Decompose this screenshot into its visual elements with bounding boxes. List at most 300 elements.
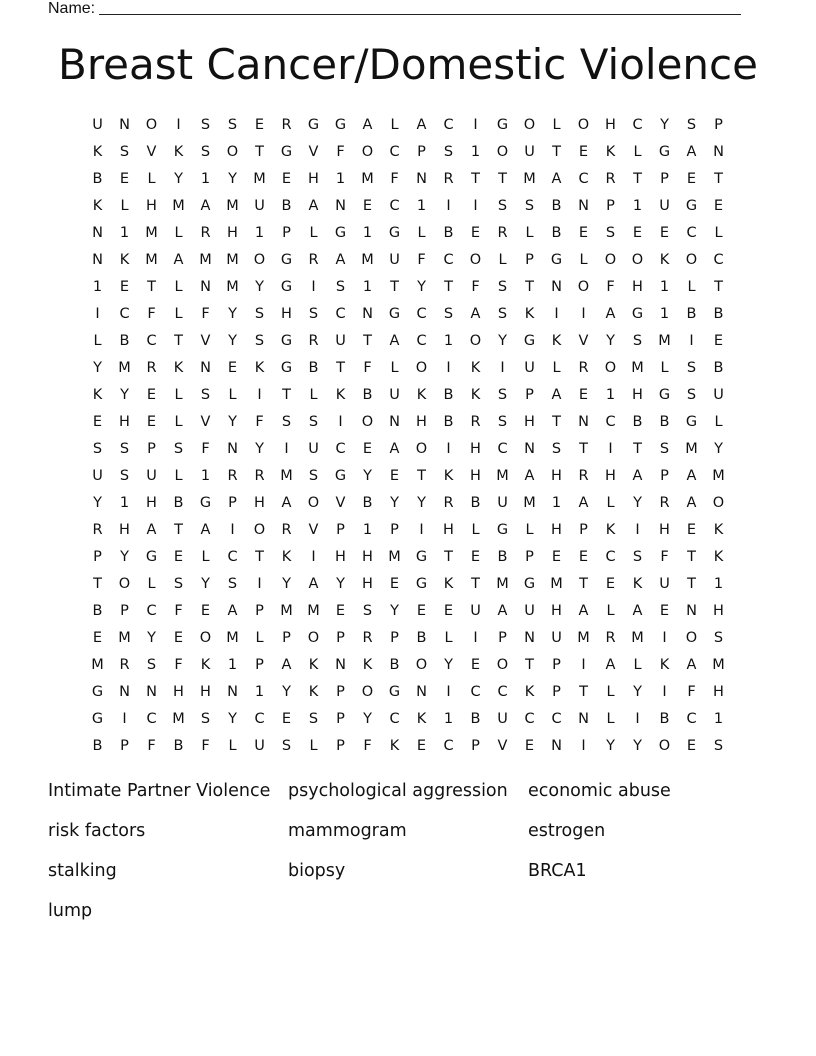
- grid-letter: B: [713, 360, 724, 376]
- grid-letter: E: [335, 603, 346, 619]
- grid-letter: S: [686, 117, 697, 133]
- grid-letter: 1: [200, 171, 211, 187]
- grid-letter: F: [417, 252, 426, 268]
- grid-letter: N: [227, 441, 238, 457]
- grid-letter: H: [470, 468, 481, 484]
- grid-letter: O: [658, 738, 671, 754]
- grid-letter: S: [659, 441, 670, 457]
- grid-letter: C: [389, 144, 400, 160]
- grid-letter: L: [93, 333, 102, 349]
- grid-letter: L: [579, 252, 588, 268]
- grid-letter: S: [443, 306, 454, 322]
- grid-letter: S: [92, 441, 103, 457]
- grid-letter: E: [389, 576, 400, 592]
- grid-letter: G: [199, 495, 212, 511]
- grid-letter: E: [686, 738, 697, 754]
- grid-letter: H: [146, 495, 157, 511]
- grid-letter: I: [581, 657, 586, 673]
- grid-letter: K: [389, 738, 400, 754]
- grid-row: [84, 112, 732, 139]
- grid-letter: I: [662, 630, 667, 646]
- grid-letter: A: [551, 387, 562, 403]
- grid-letter: Y: [228, 171, 237, 187]
- grid-letter: A: [632, 603, 643, 619]
- grid-letter: M: [226, 630, 239, 646]
- grid-letter: E: [254, 117, 265, 133]
- grid-letter: H: [227, 225, 238, 241]
- grid-letter: S: [254, 306, 265, 322]
- grid-letter: N: [713, 144, 724, 160]
- grid-letter: H: [443, 522, 454, 538]
- grid-letter: I: [446, 684, 451, 700]
- grid-letter: E: [119, 279, 130, 295]
- grid-letter: L: [228, 738, 237, 754]
- grid-letter: M: [388, 549, 401, 565]
- grid-letter: H: [632, 279, 643, 295]
- grid-letter: N: [335, 198, 346, 214]
- grid-letter: E: [713, 198, 724, 214]
- grid-row: [84, 355, 732, 382]
- grid-letter: P: [660, 468, 669, 484]
- grid-row: [84, 679, 732, 706]
- grid-letter: S: [632, 549, 643, 565]
- grid-letter: T: [633, 171, 642, 187]
- grid-letter: V: [497, 738, 508, 754]
- grid-letter: T: [687, 576, 696, 592]
- grid-letter: G: [334, 225, 347, 241]
- grid-letter: P: [552, 657, 561, 673]
- grid-letter: K: [470, 360, 481, 376]
- grid-letter: Y: [363, 468, 372, 484]
- grid-letter: G: [91, 684, 104, 700]
- grid-letter: A: [578, 495, 589, 511]
- grid-letter: U: [497, 495, 508, 511]
- grid-letter: N: [578, 711, 589, 727]
- grid-letter: S: [119, 144, 130, 160]
- grid-letter: R: [308, 333, 319, 349]
- grid-letter: V: [146, 144, 157, 160]
- grid-letter: A: [416, 117, 427, 133]
- grid-letter: U: [92, 468, 103, 484]
- grid-letter: B: [659, 414, 670, 430]
- grid-letter: T: [390, 279, 399, 295]
- grid-letter: G: [280, 360, 293, 376]
- page-title: Breast Cancer/Domestic Violence: [58, 40, 758, 89]
- grid-letter: O: [253, 522, 266, 538]
- grid-letter: B: [308, 360, 319, 376]
- grid-letter: G: [658, 144, 671, 160]
- grid-letter: S: [335, 279, 346, 295]
- grid-letter: C: [443, 117, 454, 133]
- grid-letter: 1: [254, 225, 265, 241]
- grid-letter: F: [363, 738, 372, 754]
- grid-letter: G: [388, 306, 401, 322]
- grid-letter: Y: [498, 333, 507, 349]
- grid-letter: F: [201, 441, 210, 457]
- grid-letter: H: [119, 414, 130, 430]
- grid-letter: L: [174, 279, 183, 295]
- grid-letter: F: [147, 738, 156, 754]
- word-bank-item: stalking: [48, 861, 117, 881]
- grid-letter: B: [713, 306, 724, 322]
- grid-letter: P: [336, 522, 345, 538]
- grid-letter: T: [444, 279, 453, 295]
- grid-letter: P: [147, 441, 156, 457]
- grid-letter: M: [226, 198, 239, 214]
- grid-letter: 1: [92, 279, 103, 295]
- grid-letter: K: [470, 387, 481, 403]
- grid-letter: H: [713, 603, 724, 619]
- grid-letter: G: [280, 333, 293, 349]
- grid-letter: A: [281, 657, 292, 673]
- grid-letter: T: [633, 441, 642, 457]
- grid-letter: P: [417, 144, 426, 160]
- grid-letter: F: [471, 279, 480, 295]
- grid-letter: K: [605, 144, 616, 160]
- grid-letter: E: [92, 630, 103, 646]
- grid-letter: P: [660, 171, 669, 187]
- grid-letter: K: [173, 144, 184, 160]
- grid-letter: O: [361, 144, 374, 160]
- grid-letter: H: [362, 549, 373, 565]
- grid-letter: R: [605, 630, 616, 646]
- grid-row: [84, 517, 732, 544]
- grid-letter: L: [255, 630, 264, 646]
- grid-letter: I: [311, 549, 316, 565]
- grid-letter: G: [334, 117, 347, 133]
- grid-letter: S: [254, 333, 265, 349]
- grid-letter: S: [119, 441, 130, 457]
- grid-letter: S: [308, 306, 319, 322]
- grid-letter: A: [389, 441, 400, 457]
- grid-letter: P: [93, 549, 102, 565]
- grid-letter: I: [95, 306, 100, 322]
- grid-letter: I: [230, 522, 235, 538]
- grid-letter: U: [551, 630, 562, 646]
- grid-letter: G: [280, 252, 293, 268]
- grid-letter: B: [551, 198, 562, 214]
- grid-letter: E: [173, 549, 184, 565]
- grid-letter: A: [146, 522, 157, 538]
- grid-letter: B: [173, 738, 184, 754]
- grid-letter: E: [578, 549, 589, 565]
- grid-letter: R: [659, 495, 670, 511]
- grid-letter: M: [496, 576, 509, 592]
- grid-letter: M: [199, 252, 212, 268]
- grid-letter: A: [362, 117, 373, 133]
- grid-letter: R: [362, 630, 373, 646]
- grid-letter: A: [686, 495, 697, 511]
- grid-letter: L: [147, 171, 156, 187]
- grid-letter: G: [685, 198, 698, 214]
- word-bank-item: risk factors: [48, 821, 146, 841]
- grid-letter: C: [632, 117, 643, 133]
- grid-letter: C: [605, 549, 616, 565]
- grid-letter: U: [524, 144, 535, 160]
- grid-letter: 1: [551, 495, 562, 511]
- grid-letter: C: [254, 711, 265, 727]
- grid-letter: U: [335, 333, 346, 349]
- grid-letter: S: [281, 738, 292, 754]
- grid-letter: M: [577, 630, 590, 646]
- grid-letter: S: [497, 198, 508, 214]
- grid-letter: A: [200, 198, 211, 214]
- grid-letter: C: [605, 414, 616, 430]
- grid-letter: Y: [147, 630, 156, 646]
- grid-letter: O: [307, 495, 320, 511]
- grid-letter: C: [497, 441, 508, 457]
- grid-letter: A: [524, 468, 535, 484]
- grid-letter: M: [226, 252, 239, 268]
- grid-letter: N: [686, 603, 697, 619]
- word-bank-item: psychological aggression: [288, 781, 508, 801]
- grid-letter: S: [497, 414, 508, 430]
- grid-letter: P: [552, 684, 561, 700]
- grid-letter: M: [550, 576, 563, 592]
- grid-letter: S: [173, 576, 184, 592]
- grid-letter: P: [525, 549, 534, 565]
- grid-letter: V: [200, 333, 211, 349]
- grid-letter: E: [362, 441, 373, 457]
- grid-letter: P: [282, 630, 291, 646]
- grid-letter: T: [579, 441, 588, 457]
- grid-letter: M: [280, 603, 293, 619]
- grid-letter: C: [146, 603, 157, 619]
- grid-letter: S: [497, 306, 508, 322]
- grid-letter: Y: [93, 360, 102, 376]
- grid-letter: R: [578, 468, 589, 484]
- grid-letter: C: [578, 171, 589, 187]
- grid-letter: E: [281, 171, 292, 187]
- grid-letter: T: [714, 171, 723, 187]
- grid-letter: P: [228, 495, 237, 511]
- grid-letter: Y: [255, 441, 264, 457]
- grid-row: [84, 436, 732, 463]
- grid-letter: B: [443, 225, 454, 241]
- grid-letter: L: [714, 225, 723, 241]
- grid-letter: S: [497, 387, 508, 403]
- grid-letter: Y: [120, 387, 129, 403]
- grid-row: [84, 220, 732, 247]
- grid-row: [84, 490, 732, 517]
- grid-letter: I: [608, 441, 613, 457]
- grid-letter: 1: [362, 522, 373, 538]
- grid-letter: C: [713, 252, 724, 268]
- grid-letter: N: [92, 225, 103, 241]
- grid-row: [84, 382, 732, 409]
- grid-letter: H: [551, 522, 562, 538]
- grid-letter: G: [145, 549, 158, 565]
- grid-letter: E: [92, 414, 103, 430]
- grid-letter: C: [119, 306, 130, 322]
- grid-letter: E: [389, 468, 400, 484]
- grid-letter: I: [176, 117, 181, 133]
- grid-letter: G: [91, 711, 104, 727]
- grid-letter: O: [496, 657, 509, 673]
- grid-letter: Y: [255, 279, 264, 295]
- grid-letter: I: [662, 684, 667, 700]
- grid-letter: H: [146, 198, 157, 214]
- grid-letter: E: [146, 387, 157, 403]
- grid-letter: 1: [443, 333, 454, 349]
- grid-letter: L: [309, 387, 318, 403]
- grid-letter: Y: [120, 549, 129, 565]
- grid-letter: O: [415, 360, 428, 376]
- grid-letter: 1: [362, 279, 373, 295]
- grid-letter: K: [92, 198, 103, 214]
- grid-row: [84, 544, 732, 571]
- grid-letter: T: [687, 549, 696, 565]
- grid-letter: K: [200, 657, 211, 673]
- grid-letter: L: [606, 603, 615, 619]
- grid-letter: C: [389, 711, 400, 727]
- grid-letter: 1: [632, 198, 643, 214]
- grid-letter: I: [419, 522, 424, 538]
- grid-letter: B: [443, 387, 454, 403]
- grid-letter: H: [173, 684, 184, 700]
- grid-letter: N: [551, 279, 562, 295]
- grid-letter: L: [201, 549, 210, 565]
- grid-letter: T: [363, 333, 372, 349]
- grid-letter: I: [554, 306, 559, 322]
- grid-letter: F: [390, 171, 399, 187]
- grid-letter: F: [660, 549, 669, 565]
- grid-letter: S: [686, 387, 697, 403]
- grid-row: [84, 463, 732, 490]
- grid-letter: B: [443, 414, 454, 430]
- grid-letter: T: [525, 279, 534, 295]
- grid-letter: A: [605, 306, 616, 322]
- grid-letter: L: [309, 225, 318, 241]
- grid-letter: S: [443, 144, 454, 160]
- name-underline: [99, 14, 741, 15]
- grid-letter: T: [336, 360, 345, 376]
- word-bank-item: Intimate Partner Violence: [48, 781, 271, 801]
- grid-letter: C: [227, 549, 238, 565]
- grid-letter: I: [338, 414, 343, 430]
- grid-letter: C: [416, 333, 427, 349]
- grid-letter: S: [308, 468, 319, 484]
- grid-letter: E: [659, 603, 670, 619]
- grid-letter: B: [92, 603, 103, 619]
- grid-letter: E: [416, 603, 427, 619]
- grid-letter: S: [227, 117, 238, 133]
- grid-letter: K: [335, 387, 346, 403]
- grid-letter: S: [227, 576, 238, 592]
- grid-letter: S: [632, 333, 643, 349]
- grid-row: [84, 625, 732, 652]
- grid-letter: S: [200, 144, 211, 160]
- grid-letter: S: [146, 657, 157, 673]
- grid-letter: Y: [390, 603, 399, 619]
- grid-letter: 1: [659, 306, 670, 322]
- grid-letter: L: [309, 738, 318, 754]
- grid-letter: E: [416, 738, 427, 754]
- grid-letter: P: [336, 711, 345, 727]
- grid-letter: 1: [335, 171, 346, 187]
- grid-letter: A: [308, 576, 319, 592]
- grid-letter: E: [200, 603, 211, 619]
- grid-letter: L: [417, 225, 426, 241]
- grid-letter: A: [335, 252, 346, 268]
- grid-letter: I: [257, 576, 262, 592]
- grid-row: [84, 166, 732, 193]
- grid-letter: L: [687, 279, 696, 295]
- grid-letter: O: [469, 252, 482, 268]
- grid-letter: Y: [336, 576, 345, 592]
- grid-letter: T: [525, 657, 534, 673]
- grid-letter: K: [308, 684, 319, 700]
- grid-letter: A: [308, 198, 319, 214]
- grid-letter: G: [496, 117, 509, 133]
- grid-letter: R: [578, 360, 589, 376]
- grid-letter: K: [308, 657, 319, 673]
- grid-letter: S: [281, 414, 292, 430]
- grid-letter: E: [362, 198, 373, 214]
- grid-letter: T: [255, 549, 264, 565]
- grid-letter: I: [473, 117, 478, 133]
- word-bank: [48, 777, 768, 937]
- grid-letter: E: [173, 630, 184, 646]
- grid-letter: V: [308, 522, 319, 538]
- grid-letter: O: [604, 360, 617, 376]
- grid-letter: 1: [443, 711, 454, 727]
- grid-row: [84, 598, 732, 625]
- name-label: Name:: [48, 0, 96, 17]
- grid-letter: U: [524, 603, 535, 619]
- grid-letter: T: [579, 684, 588, 700]
- grid-letter: T: [471, 576, 480, 592]
- grid-letter: 1: [119, 225, 130, 241]
- grid-letter: B: [362, 387, 373, 403]
- grid-letter: M: [118, 360, 131, 376]
- grid-letter: P: [120, 603, 129, 619]
- grid-letter: E: [713, 333, 724, 349]
- name-field: [48, 0, 741, 18]
- grid-letter: F: [147, 306, 156, 322]
- grid-letter: E: [578, 225, 589, 241]
- grid-letter: U: [497, 711, 508, 727]
- grid-letter: M: [631, 630, 644, 646]
- grid-letter: B: [389, 657, 400, 673]
- grid-letter: L: [660, 360, 669, 376]
- grid-letter: Y: [228, 414, 237, 430]
- grid-letter: P: [714, 117, 723, 133]
- grid-letter: H: [551, 603, 562, 619]
- grid-letter: M: [631, 360, 644, 376]
- grid-letter: O: [712, 495, 725, 511]
- grid-letter: 1: [254, 684, 265, 700]
- grid-letter: L: [174, 306, 183, 322]
- grid-letter: A: [200, 522, 211, 538]
- grid-letter: K: [713, 522, 724, 538]
- grid-letter: B: [119, 333, 130, 349]
- grid-letter: Y: [606, 333, 615, 349]
- grid-letter: R: [254, 468, 265, 484]
- grid-letter: G: [415, 576, 428, 592]
- grid-letter: O: [253, 252, 266, 268]
- grid-letter: M: [361, 252, 374, 268]
- grid-letter: N: [200, 279, 211, 295]
- grid-letter: B: [551, 225, 562, 241]
- grid-letter: G: [388, 225, 401, 241]
- grid-letter: K: [659, 657, 670, 673]
- grid-letter: L: [120, 198, 129, 214]
- grid-letter: K: [713, 549, 724, 565]
- word-search-grid: [84, 112, 732, 760]
- grid-letter: T: [579, 576, 588, 592]
- grid-letter: U: [659, 198, 670, 214]
